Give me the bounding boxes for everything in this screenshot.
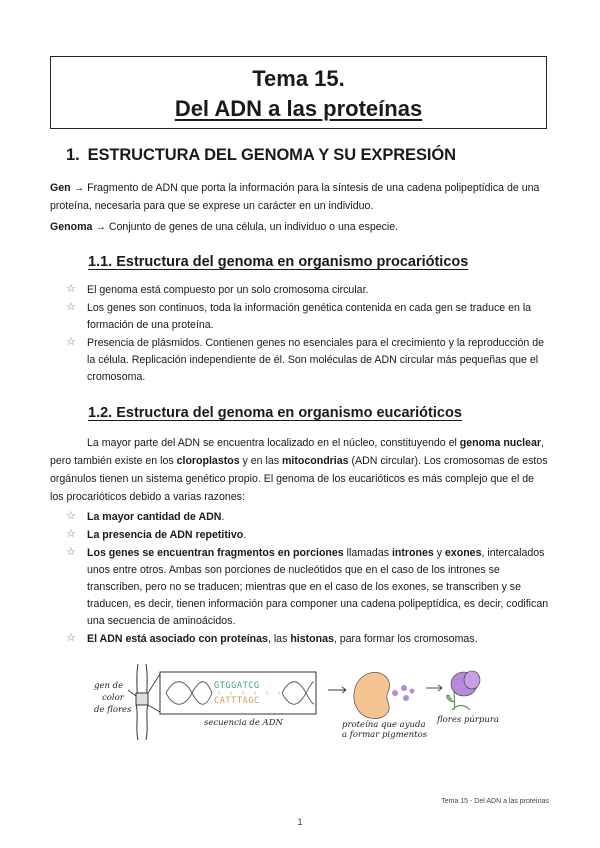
gen-definition [50, 179, 550, 215]
genoma-definition [50, 218, 550, 236]
list-item: ☆ La presencia de ADN repetitivo. [66, 528, 247, 541]
gen-arrow: → [73, 182, 85, 194]
eukaryote-list [66, 509, 550, 649]
section-1-title: ESTRUCTURA DEL GENOMA Y SU EXPRESIÓN [87, 146, 456, 164]
pigment-dot [403, 695, 409, 701]
star-icon: ☆ [66, 546, 76, 558]
protein-label-line-1: proteína que ayuda [342, 720, 426, 730]
section-1-2-heading: 1.2. Estructura del genoma en organismo eucarióticos [88, 405, 462, 421]
star-icon: ☆ [66, 510, 76, 522]
list-item: ☆ La mayor cantidad de ADN. [66, 510, 225, 523]
genoma-arrow: → [95, 221, 106, 233]
title-line-2 [51, 96, 546, 122]
pigment-dot [392, 690, 398, 696]
gene-label-line-2: color [102, 693, 124, 703]
pigment-dot [401, 685, 407, 691]
list-item: ☆ El genoma está compuesto por un solo cromosoma circular. [66, 283, 369, 296]
list-item: ☆ Presencia de plásmidos. Contienen genes no esenciales para el crecimiento y la reproducción de la célula. Replicación independiente de él. Son moléculas de ADN circular más pequeñas que el cromosoma. [66, 336, 544, 383]
star-icon: ☆ [66, 301, 76, 313]
chromosome-illustration [136, 664, 148, 740]
star-icon: ☆ [66, 632, 76, 644]
gen-term: Gen [50, 182, 71, 194]
document-title: Del ADN a las proteínas [174, 96, 423, 121]
gene-label-line-1: gen de [94, 681, 124, 691]
genoma-term: Genoma [50, 221, 93, 233]
list-item: ☆ Los genes son continuos, toda la información genética contenida en cada gen se traduce en la formación de una proteína. [66, 301, 532, 331]
section-1-number: 1. [66, 146, 80, 164]
protein-label-line-2: a formar pigmentos [342, 730, 428, 740]
dna-top-strand: GTGGATCG [214, 681, 260, 691]
list-item: ☆ El ADN está asociado con proteínas, las histonas, para formar los cromosomas. [66, 632, 478, 645]
footer-text: Tema 15 - Del ADN a las proteínas [441, 798, 549, 805]
section-1-heading [66, 146, 456, 165]
gene-expression-figure [92, 660, 512, 740]
star-icon: ☆ [66, 336, 76, 348]
title-box [50, 56, 547, 129]
flower-label: flores púrpura [437, 715, 499, 725]
gene-label-line-3: de flores [94, 705, 132, 715]
page-number: 1 [297, 817, 303, 827]
flower-icon [447, 671, 480, 710]
dna-box [160, 672, 316, 714]
arrow-icon [328, 687, 346, 693]
dna-bottom-strand: CATTTAGC [214, 696, 260, 706]
title-line-1: Tema 15. [252, 66, 345, 91]
sequence-label: secuencia de ADN [204, 718, 283, 728]
genoma-def-text: Conjunto de genes de una célula, un individuo o una especie. [108, 221, 399, 233]
arrow-icon [426, 685, 442, 691]
star-icon: ☆ [66, 283, 76, 295]
gen-def-text: Fragmento de ADN que porta la información para la síntesis de una cadena polipeptídica de una proteína, necesaria para que se exprese un carácter en un individuo. [50, 182, 540, 212]
star-icon: ☆ [66, 528, 76, 540]
list-item: ☆ Los genes se encuentran fragmentos en porciones llamadas intrones y exones, intercalados unos entre otros. Ambas son porciones de nucleótidos que en el caso de los intrones se transcriben, pero no se traducen; mientras que en el caso de los exones, se transcriben y se traducen, es decir, tienen información para componer una cadena polipeptídica, es decir, codifican una secuencia de aminoácidos. [66, 546, 549, 627]
protein-shape [354, 672, 390, 718]
pigment-dot [410, 689, 415, 694]
prokaryote-list [66, 282, 550, 387]
section-1-1-heading: 1.1. Estructura del genoma en organismo procarióticos [88, 254, 469, 270]
eukaryote-paragraph: La mayor parte del ADN se encuentra localizado en el núcleo, constituyendo el genoma nuclear, pero también existe en los cloroplastos y en las mitocondrias (ADN circular). Los cromosomas de estos orgánulos tienen un sistema genético propio. El genoma de los eucarióticos es más complejo que el de los procarióticos debido a varias razones: [50, 437, 548, 503]
